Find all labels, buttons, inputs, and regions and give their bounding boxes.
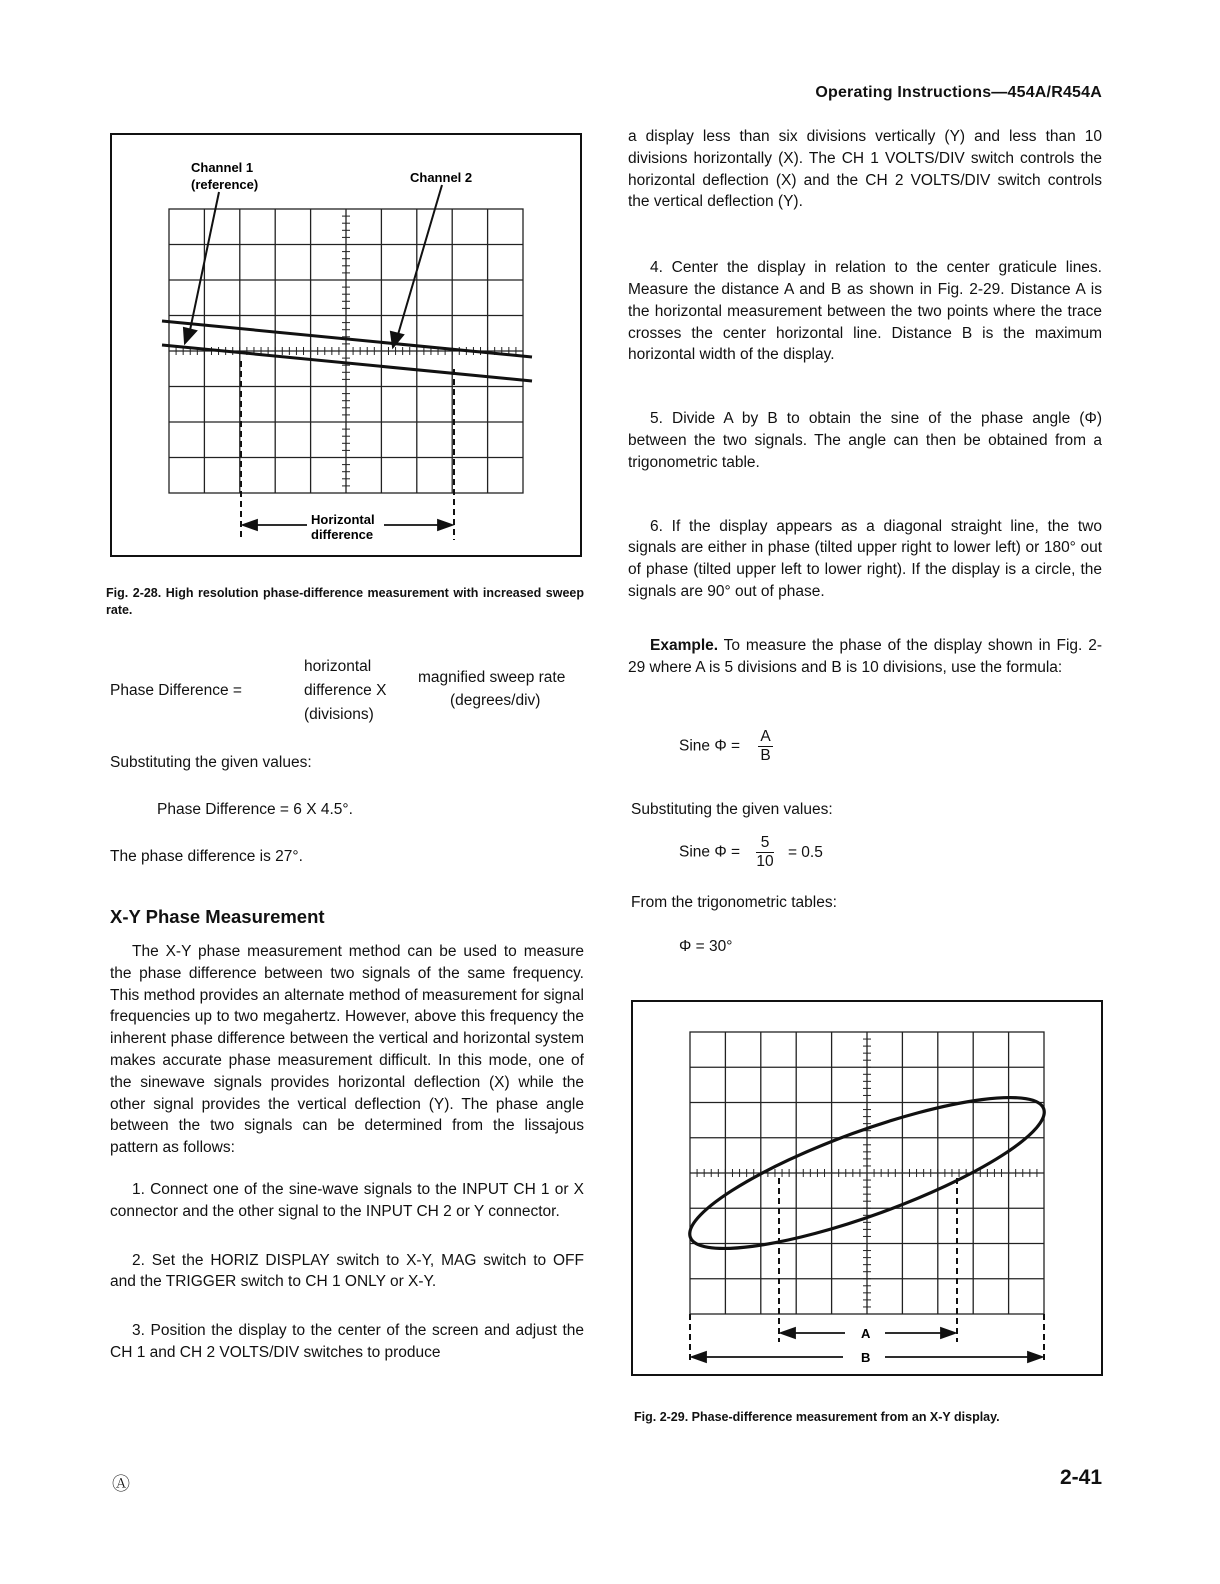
figure-2-28-caption: Fig. 2-28. High resolution phase-difference measurement with increased sweep rate.: [106, 586, 584, 617]
step-2: 2. Set the HORIZ DISPLAY switch to X-Y, MAG switch to OFF and the TRIGGER switch to CH 1 ONLY or X-Y.: [110, 1251, 584, 1291]
horizontal-label: Horizontal: [311, 512, 375, 527]
sine2-denominator: 10: [756, 853, 774, 870]
sine2-fraction: [756, 834, 773, 871]
example-text: To measure the phase of the display shown in Fig. 2-29 where A is 5 divisions and B is 10 divisions, use the formula:: [628, 636, 1102, 676]
figure-2-29-graphic: [633, 1002, 1101, 1374]
channel-2-label: Channel 2: [410, 170, 473, 185]
sine2-lhs: Sine Φ =: [679, 843, 741, 861]
figure-2-29: [631, 1000, 1103, 1376]
formula-term1-line1: horizontal: [304, 658, 372, 675]
right-body: [628, 126, 1102, 678]
formula-lhs: Phase Difference =: [110, 682, 242, 699]
substituting-right: Substituting the given values:: [631, 801, 833, 818]
substituting-left: Substituting the given values:: [110, 754, 312, 771]
step-4: 4. Center the display in relation to the center graticule lines. Measure the distance A and B as shown in Fig. 2-29. Distance A is the horizontal measurement between the two points where the trace crosses the center horizontal line. Distance B is the maximum horizontal width of the display.: [628, 259, 1102, 364]
figure-2-29-caption: Fig. 2-29. Phase-difference measurement from an X-Y display.: [634, 1410, 1000, 1424]
sine-numerator: A: [760, 728, 771, 745]
step-5: 5. Divide A by B to obtain the sine of the phase angle (Φ) between the two signals. The angle can then be obtained from a trigonometric table.: [628, 410, 1102, 471]
sine-lhs: Sine Φ =: [679, 737, 741, 755]
reference-label: (reference): [191, 177, 259, 192]
phi-result: Φ = 30°: [679, 938, 733, 955]
channel-1-label: Channel 1: [191, 160, 254, 175]
formula-term2-line1: magnified sweep rate: [418, 669, 566, 686]
formula-term1-line3: (divisions): [304, 706, 374, 723]
page-number: 2-41: [1059, 1466, 1102, 1489]
figure-2-28-graphic: [112, 135, 580, 555]
sine-fraction: [758, 728, 772, 765]
step-3: 3. Position the display to the center of the screen and adjust the CH 1 and CH 2 VOLTS/DIV switches to produce: [110, 1322, 584, 1361]
step-1: 1. Connect one of the sine-wave signals to the INPUT CH 1 or X connector and the other signal to the INPUT CH 2 or Y connector.: [110, 1180, 584, 1220]
section-heading: X-Y Phase Measurement: [110, 906, 325, 927]
left-body: [110, 941, 584, 1364]
phase-equation: Phase Difference = 6 X 4.5°.: [157, 801, 353, 818]
sine-formula-2: [679, 834, 823, 871]
distance-a-label: A: [861, 1326, 871, 1341]
sine2-result: = 0.5: [787, 843, 823, 861]
formula-term2-line2: (degrees/div): [450, 692, 541, 709]
phase-result: The phase difference is 27°.: [110, 848, 303, 865]
step-6: 6. If the display appears as a diagonal straight line, the two signals are either in phase (tilted upper right to lower left) or 180° out of phase (tilted upper left to lower right). If the display is a circle, the signals are 90° out of phase.: [628, 517, 1102, 600]
sine2-numerator: 5: [756, 834, 773, 853]
difference-label: difference: [311, 527, 374, 542]
figure-2-28: [110, 133, 582, 557]
example-label: Example.: [650, 636, 719, 654]
from-tables: From the trigonometric tables:: [631, 894, 837, 911]
sine-formula: [679, 728, 773, 765]
distance-b-label: B: [861, 1350, 871, 1365]
sine-denominator: B: [760, 747, 771, 764]
intro-paragraph: The X-Y phase measurement method can be used to measure the phase difference between two signals of the same frequency. This method provides an alternate method of measurement for signal frequencies up to two megahertz. However, above this frequency the inherent phase difference between the vertical and horizontal system makes accurate phase measurement difficult. In this mode, one of the sinewave signals provides horizontal deflection (X) while the other signal provides the vertical deflection (Y). The phase angle between the two signals can be determined from the lissajous pattern as follows:: [110, 943, 584, 1157]
formula-term1-line2: difference X: [304, 682, 387, 699]
example-paragraph: [628, 635, 1102, 679]
footer-symbol: Ⓐ: [112, 1474, 130, 1494]
step-3-continued: a display less than six divisions vertically (Y) and less than 10 divisions horizontally (X). The CH 1 VOLTS/DIV switch controls the horizontal deflection (X) and the CH 2 VOLTS/DIV switch controls the vertical deflection (Y).: [628, 128, 1102, 211]
page-header: Operating Instructions—454A/R454A: [815, 84, 1102, 101]
phase-formula: [110, 656, 590, 728]
